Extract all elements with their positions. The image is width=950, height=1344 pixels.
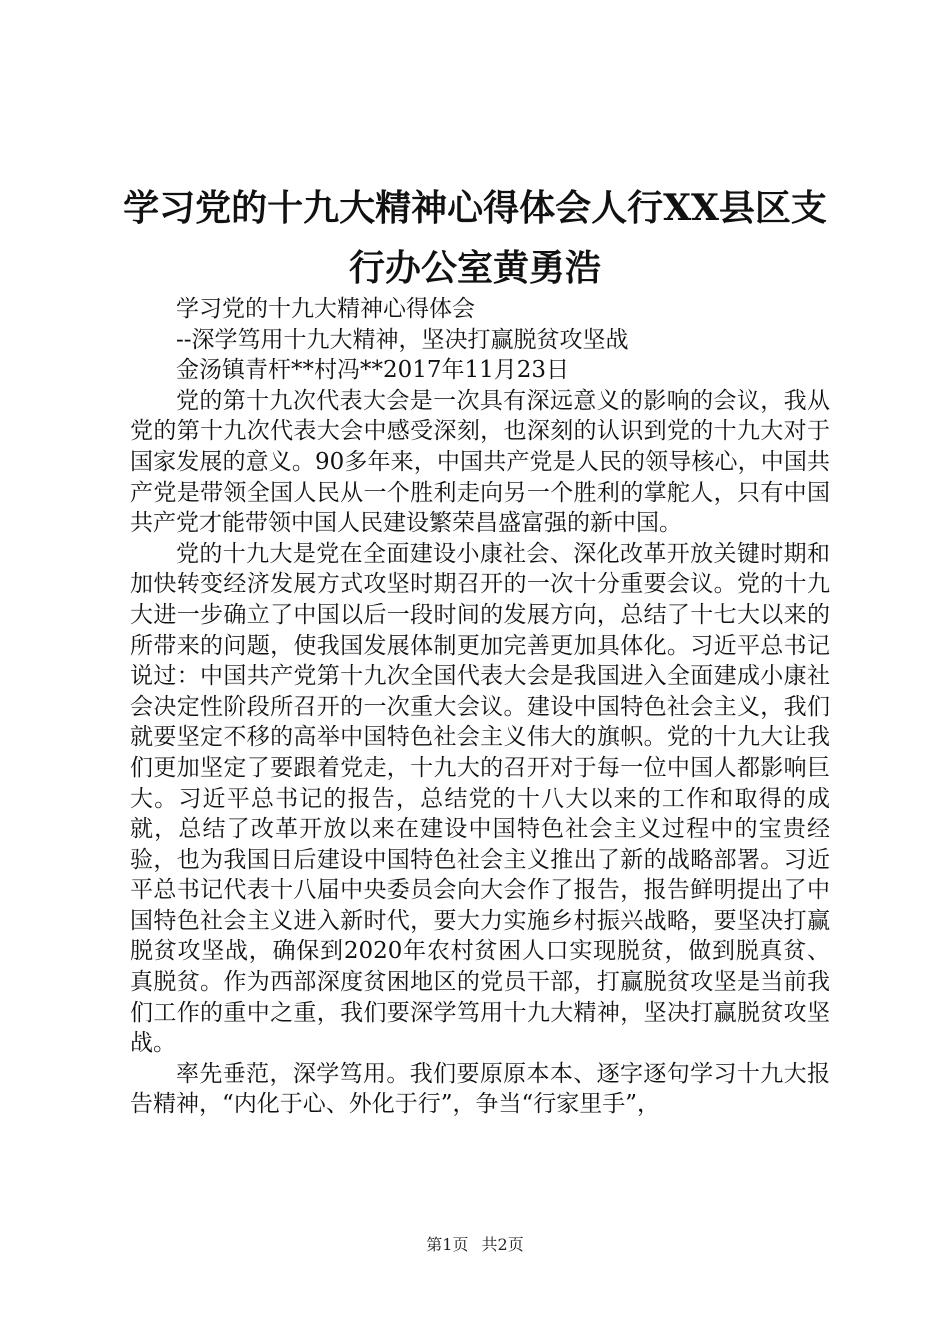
body-paragraph-2: 党的十九大是党在全面建设小康社会、深化改革开放关键时期和加快转变经济发展方式攻坚时期召开的一次十分重要会议。党的十九大进一步确立了中国以后一段时间的发展方向，总结了十七大以来的所带来的问题，使我国发展体制更加完善更加具体化。习近平总书记说过：中国共产党第十九次全国代表大会是我国进入全面建成小康社会决定性阶段所召开的一次重大会议。建设中国特色社会主义，我们就要坚定不移的高举中国特色社会主义伟大的旗帜。党的十九大让我们更加坚定了要跟着党走，十九大的召开对于每一位中国人都影响巨大。习近平总书记的报告，总结党的十八大以来的工作和取得的成就，总结了改革开放以来在建设中国特色社会主义过程中的宝贵经验，也为我国日后建设中国特色社会主义推出了新的战略部署。习近平总书记代表十八届中央委员会向大会作了报告，报告鲜明提出了中国特色社会主义进入新时代，要大力实施乡村振兴战略，要坚决打赢脱贫攻坚战，确保到2020年农村贫困人口实现脱贫，做到脱真贫、真脱贫。作为西部深度贫困地区的党员干部，打赢脱贫攻坚是当前我们工作的重中之重，我们要深学笃用十九大精神，坚决打赢脱贫攻坚战。 xyxy=(130,540,830,1057)
document-body xyxy=(130,294,830,1120)
page-number-total: 共2页 xyxy=(481,1235,524,1254)
subtitle-slogan-line: --深学笃用十九大精神，坚决打赢脱贫攻坚战 xyxy=(176,326,629,353)
body-paragraph-3: 率先垂范，深学笃用。我们要原原本本、逐字逐句学习十九大报告精神，“内化于心、外化于行”，争当“行家里手”， xyxy=(130,1060,830,1118)
body-paragraph-1: 党的第十九次代表大会是一次具有深远意义的影响的会议，我从党的第十九次代表大会中感受深刻，也深刻的认识到党的十九大对于国家发展的意义。90多年来，中国共产党是人民的领导核心，中国共产党是带领全国人民从一个胜利走向另一个胜利的掌舵人，只有中国共产党才能带领中国人民建设繁荣昌盛富强的新中国。 xyxy=(130,387,830,537)
page-number-current: 第1页 xyxy=(426,1235,469,1254)
title-line-2: 行办公室黄勇浩 xyxy=(348,247,601,289)
subtitle-line: 学习党的十九大精神心得体会 xyxy=(176,296,475,322)
page-footer xyxy=(0,1235,950,1255)
author-date-line: 金汤镇青杆**村冯**2017年11月23日 xyxy=(176,357,570,384)
document-title xyxy=(120,178,830,298)
title-line-1: 学习党的十九大精神心得体会人行XX县区支 xyxy=(123,187,827,229)
